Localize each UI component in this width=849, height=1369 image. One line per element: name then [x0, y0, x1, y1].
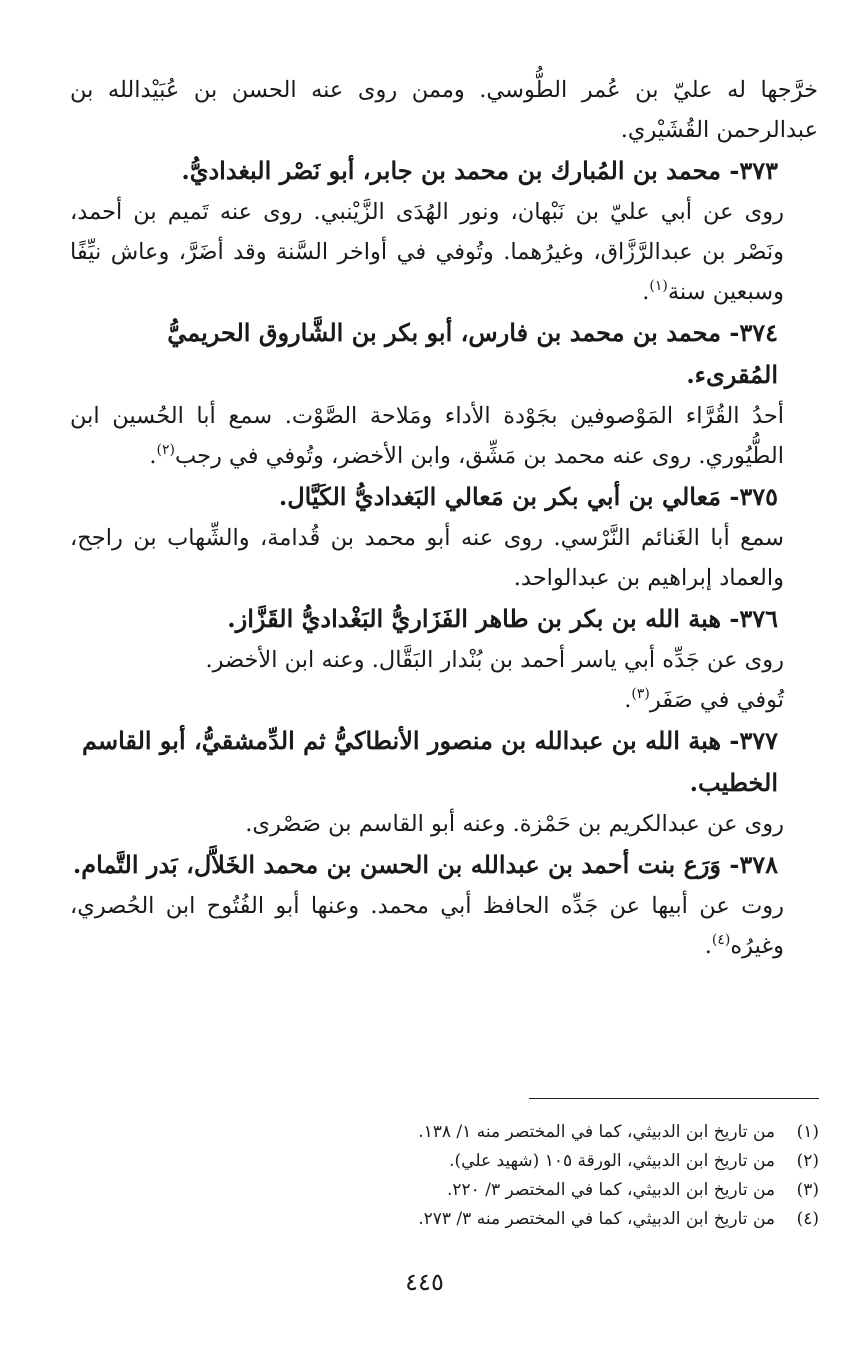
entry-376-text: روى عن جَدِّه أبي ياسر أحمد بن بُنْدار البَقَّال. وعنه ابن الأخضر. [205, 647, 784, 673]
footnote-divider [529, 1098, 819, 1099]
entry-374-heading: ٣٧٤- محمد بن محمد بن فارس، أبو بكر بن الشَّاروق الحريميُّ المُقرىء. [167, 318, 778, 389]
entry-373-heading: ٣٧٣- محمد بن المُبارك بن محمد بن جابر، أبو نَصْر البغداديُّ. [181, 156, 778, 185]
entry-376-end: . [624, 687, 632, 713]
footnotes [79, 1118, 819, 1234]
entry-377-text: روى عن عبدالكريم بن حَمْزة. وعنه أبو القاسم بن صَصْرى. [245, 811, 784, 837]
footnote-ref-4: (٤) [711, 932, 731, 948]
footnote-text: من تاريخ ابن الدبيثي، كما في المختصر منه ٣/ ٢٧٣. [418, 1209, 775, 1229]
footnote-number: (٣) [796, 1180, 819, 1200]
page-body [70, 70, 818, 966]
page-number: ٤٤٥ [405, 1268, 444, 1296]
footnote [79, 1205, 819, 1234]
footnote-text: من تاريخ ابن الدبيثي، كما في المختصر ٣/ ٢٢٠. [446, 1180, 775, 1200]
entry-375-text: سمع أبا الغَنائم النَّرْسي. روى عنه أبو محمد بن قُدامة، والشِّهاب بن راجح، والعماد إبراهيم بن عبدالواحد. [70, 525, 784, 591]
entry-374-body: أحدُ القُرَّاء المَوْصوفين بجَوْدة الأداء ومَلاحة الصَّوْت. سمع أبا الحُسين ابن الطُّيُوري. روى عنه محمد بن مَشِّق، وابن الأخضر، وتُوفي في رجب [70, 403, 784, 469]
entry-376-death [70, 680, 818, 720]
footnote-ref-1: (١) [649, 278, 668, 294]
entry-377-heading: ٣٧٧- هبة الله بن عبدالله بن منصور الأنطاكيُّ ثم الدِّمشقيُّ، أبو القاسم الخطيب. [82, 726, 778, 797]
entry-378-end: . [704, 933, 712, 959]
entry-374-text [70, 396, 818, 476]
entry-376-death-text: تُوفي في صَفَر [649, 687, 784, 713]
entry-374-end: . [149, 443, 157, 469]
footnote-ref-3: (٣) [631, 686, 650, 702]
footnote-text: من تاريخ ابن الدبيثي، كما في المختصر منه ١/ ١٣٨. [418, 1122, 775, 1142]
footnote-text: من تاريخ ابن الدبيثي، الورقة ١٠٥ (شهيد علي). [449, 1151, 775, 1171]
footnote [79, 1147, 819, 1176]
entry-373-body: روى عن أبي عليّ بن نَبْهان، ونور الهُدَى الزَّيْنبي. روى عنه تَميم بن أحمد، ونَصْر بن عبدالرَّزَّاق، وغيرُهما. وتُوفي في أواخر السَّنة وقد أضَرَّ، وعاش نيِّفًا وسبعين سنة [70, 199, 784, 305]
footnote-number: (٢) [796, 1151, 819, 1171]
entry-373-end: . [642, 279, 650, 305]
footnote [79, 1176, 819, 1205]
entry-373-text [70, 192, 818, 312]
entry-376-heading: ٣٧٦- هبة الله بن بكر بن طاهر الفَزَاريُّ البَغْداديُّ القَزَّاز. [227, 604, 778, 633]
footnote-number: (١) [796, 1122, 819, 1142]
entry-378-heading: ٣٧٨- وَرَع بنت أحمد بن عبدالله بن الحسن بن محمد الخَلاَّل، بَدر التَّمام. [72, 850, 778, 879]
paragraph-continuation: خرَّجها له عليّ بن عُمر الطُّوسي. وممن روى عنه الحسن بن عُبَيْدالله بن عبدالرحمن القُشَيْري. [70, 77, 818, 143]
entry-378-text [70, 886, 818, 966]
footnote-ref-2: (٢) [156, 442, 175, 458]
footnote-number: (٤) [796, 1209, 819, 1229]
entry-378-body: روت عن أبيها عن جَدِّه الحافظ أبي محمد. وعنها أبو الفُتُوح ابن الحُصري، وغيرُه [70, 893, 784, 959]
footnote [79, 1118, 819, 1147]
entry-375-heading: ٣٧٥- مَعالي بن أبي بكر بن مَعالي البَغداديُّ الكَيَّال. [278, 482, 778, 511]
